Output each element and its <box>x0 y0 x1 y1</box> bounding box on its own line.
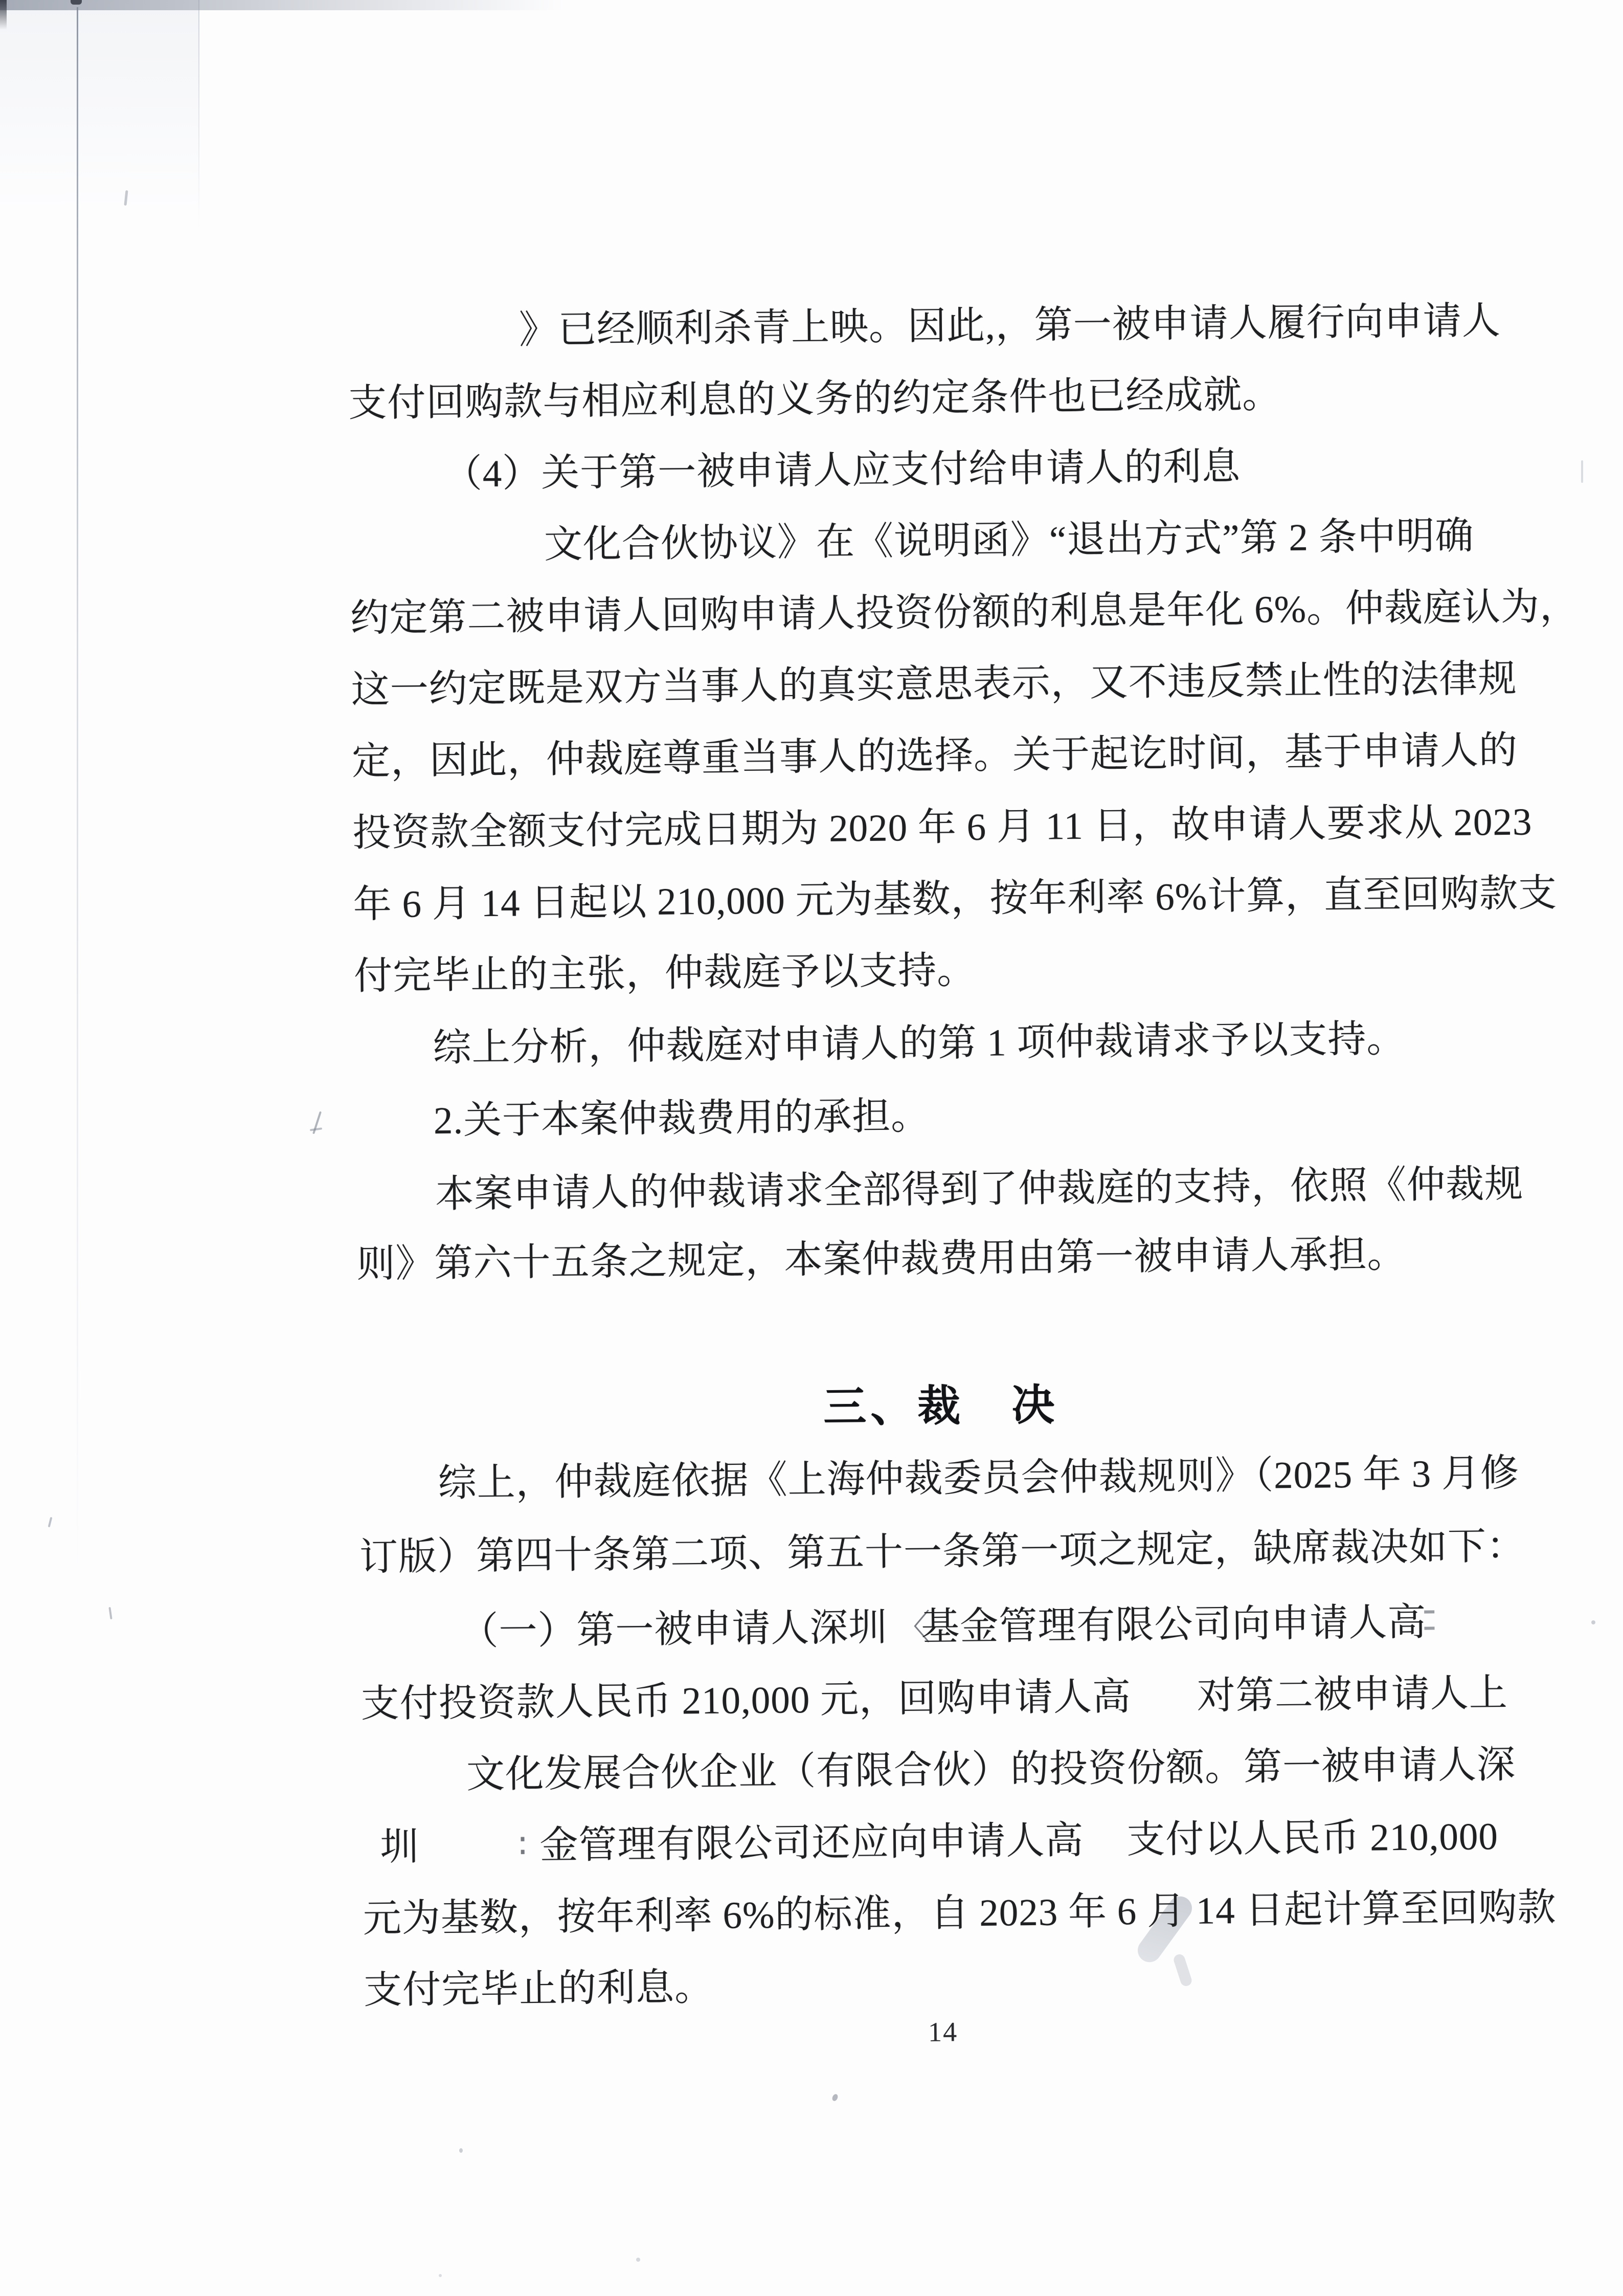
ruling-line: 文化发展合伙企业（有限合伙）的投资份额。第一被申请人深 <box>466 1743 1516 1796</box>
body-line: （4）关于第一被申请人应支付给申请人的利息 <box>443 445 1241 496</box>
ruling-line: 元为基数，按年利率 6%的标准，自 2023 年 6 月 14 日起计算至回购款 <box>363 1886 1557 1941</box>
ruling-line-segment: 支付以人民币 210,000 <box>1126 1815 1499 1862</box>
ruling-line-segment: 支付投资款人民币 210,000 元，回购申请人高 <box>360 1676 1132 1726</box>
ruling-line-segment: 圳 <box>380 1825 419 1869</box>
redaction-remnant-dashes <box>1424 1610 1434 1630</box>
body-line: 综上，仲裁庭依据《上海仲裁委员会仲裁规则》（2025 年 3 月修 <box>438 1452 1520 1505</box>
ruling-line-segment: （一）第一被申请人深圳 <box>460 1606 888 1653</box>
body-line: 2.关于本案仲裁费用的承担。 <box>433 1095 930 1143</box>
redaction-remnant: 〈 <box>895 1608 931 1647</box>
redaction-remnant: ∶ <box>518 1827 528 1865</box>
ruling-line: 支付完毕止的利息。 <box>363 1966 714 2012</box>
body-line: 投资款全额支付完成日期为 2020 年 6 月 11 日，故申请人要求从 2023 <box>352 800 1532 855</box>
body-line: 这一约定既是双方当事人的真实意思表示，又不违反禁止性的法律规 <box>351 657 1518 711</box>
body-line: 则》第六十五条之规定，本案仲裁费用由第一被申请人承担。 <box>356 1233 1406 1286</box>
body-line: 付完毕止的主张，仲裁庭予以支持。 <box>353 949 976 998</box>
section-heading-ruling: 三、裁 决 <box>823 1381 1059 1432</box>
ruling-line-segment: 金管理有限公司还应向申请人高 <box>539 1819 1084 1867</box>
scan-artifact-top-blob <box>71 0 82 5</box>
ruling-line-segment: 基金管理有限公司向申请人高 <box>921 1601 1427 1649</box>
body-line: 年 6 月 14 日起以 210,000 元为基数，按年利率 6%计算，直至回购款支 <box>353 872 1558 926</box>
body-line: 订版）第四十条第二项、第五十一条第一项之规定，缺席裁决如下： <box>359 1525 1526 1579</box>
body-line: 文化合伙协议》在《说明函》“退出方式”第 2 条中明确 <box>544 515 1474 567</box>
body-line: 综上分析，仲裁庭对申请人的第 1 项仲裁请求予以支持。 <box>433 1017 1406 1070</box>
body-line: 支付回购款与相应利息的义务的约定条件也已经成就。 <box>348 373 1281 425</box>
body-line: 定，因此，仲裁庭尊重当事人的选择。关于起讫时间，基于申请人的 <box>351 729 1518 783</box>
body-line: 》已经顺利杀青上映。因此,，第一被申请人履行向申请人 <box>519 300 1501 352</box>
page-number: 14 <box>928 2016 958 2047</box>
body-line: 约定第二被申请人回购申请人投资份额的利息是年化 6%。仲裁庭认为， <box>350 585 1579 640</box>
ruling-line-segment: 对第二被申请人上 <box>1197 1672 1508 1718</box>
body-line: 本案申请人的仲裁请求全部得到了仲裁庭的支持，依照《仲裁规 <box>435 1163 1524 1216</box>
